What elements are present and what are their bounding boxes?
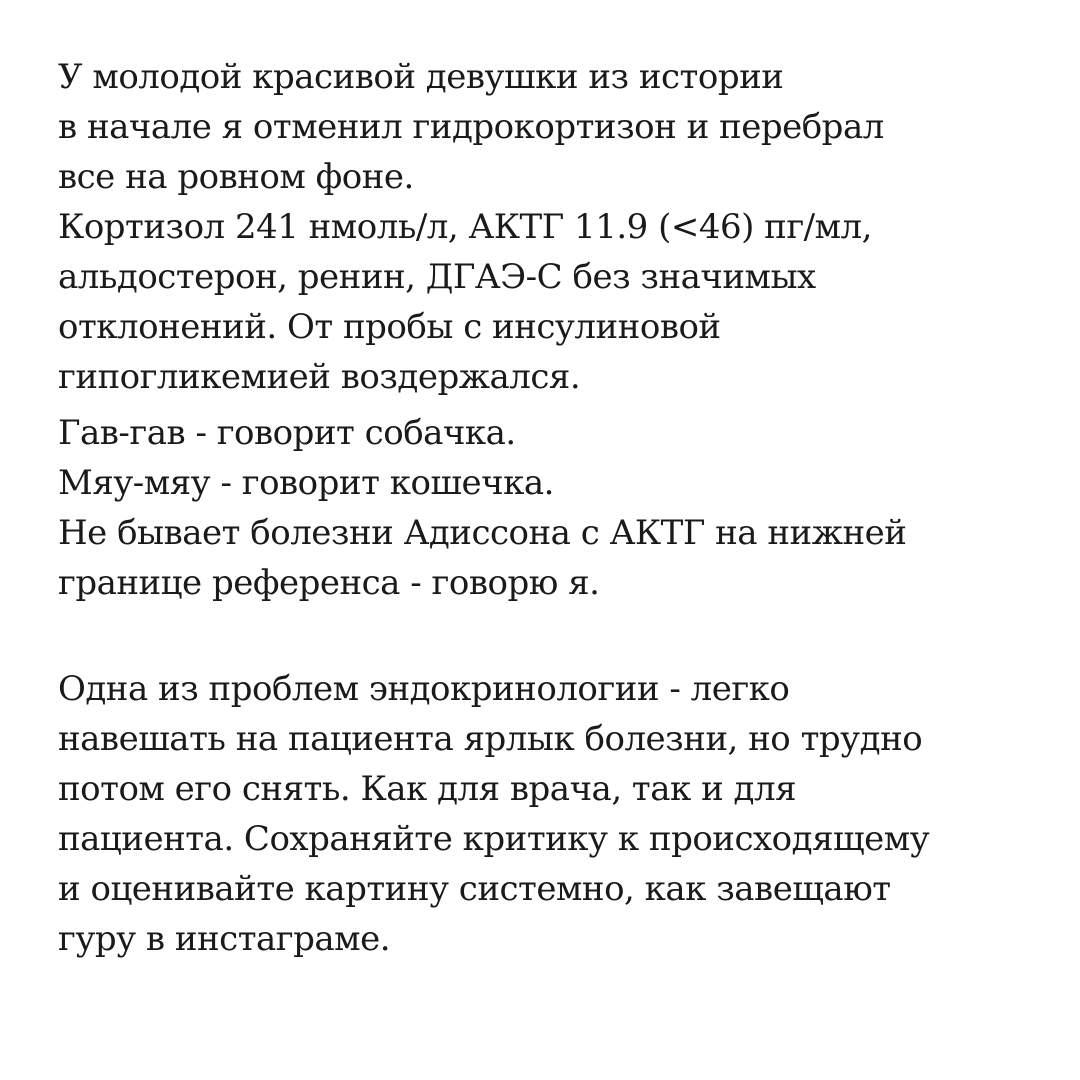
- paragraph-conclusion: [58, 664, 1038, 964]
- text-line: и оценивайте картину системно, как завещают: [58, 869, 891, 909]
- text-line: Гав-гав - говорит собачка.: [58, 413, 516, 453]
- text-line: пациента. Сохраняйте критику к происходящему: [58, 819, 930, 859]
- text-line: в начале я отменил гидрокортизон и перебрал: [58, 107, 884, 147]
- text-line: Одна из проблем эндокринологии - легко: [58, 669, 790, 709]
- text-line: навешать на пациента ярлык болезни, но трудно: [58, 719, 923, 759]
- text-line: У молодой красивой девушки из истории: [58, 57, 784, 97]
- text-line: гипогликемией воздержался.: [58, 357, 581, 397]
- text-line: Мяу-мяу - говорит кошечка.: [58, 463, 554, 503]
- text-line: потом его снять. Как для врача, так и для: [58, 769, 797, 809]
- text-line: все на ровном фоне.: [58, 157, 414, 197]
- post-text: [58, 52, 1038, 964]
- text-line: отклонений. От пробы с инсулиновой: [58, 307, 721, 347]
- text-line: Кортизол 241 нмоль/л, АКТГ 11.9 (<46) пг/мл,: [58, 207, 872, 247]
- text-line: альдостерон, ренин, ДГАЭ-С без значимых: [58, 257, 816, 297]
- text-line: Не бывает болезни Адиссона с АКТГ на нижней: [58, 513, 907, 553]
- text-line: гуру в инстаграме.: [58, 919, 391, 959]
- paragraph-case-description: [58, 52, 1038, 402]
- paragraph-rhyme: [58, 408, 1038, 608]
- text-line: границе референса - говорю я.: [58, 563, 600, 603]
